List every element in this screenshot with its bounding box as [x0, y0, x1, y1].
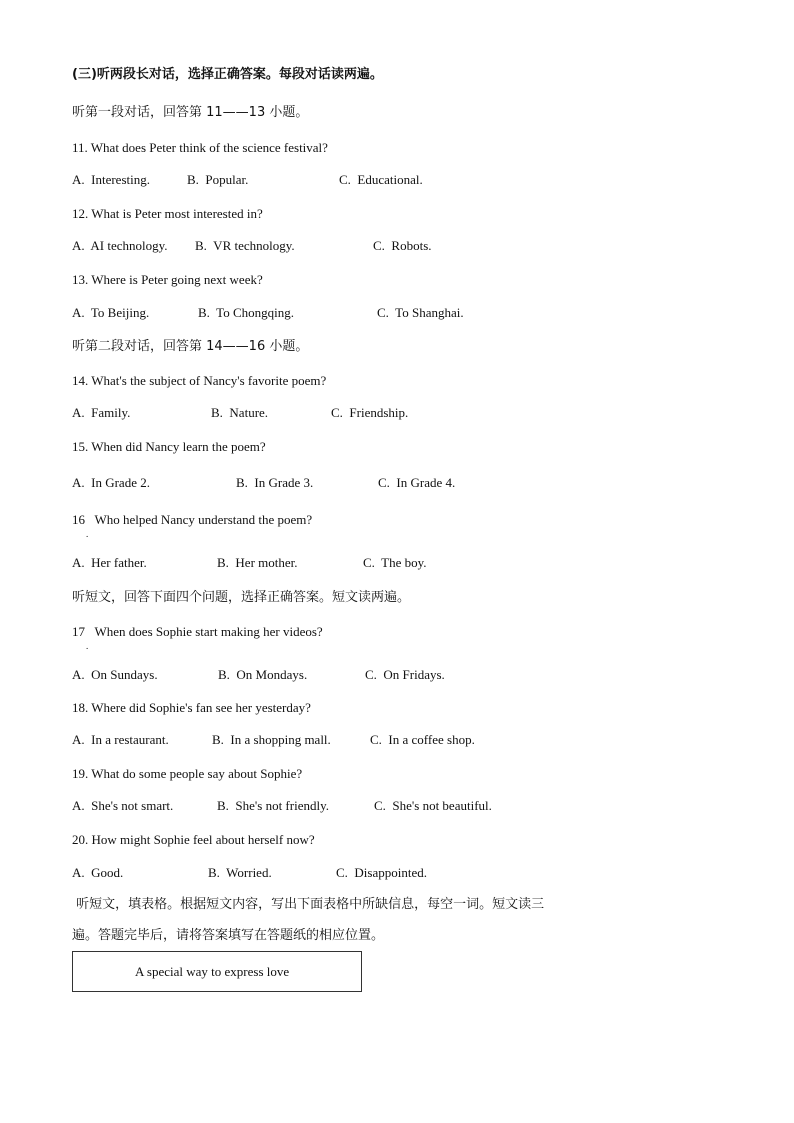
q12-option-c: C. Robots. — [373, 238, 432, 253]
question-12: 12. What is Peter most interested in? — [72, 206, 263, 221]
q15-option-b: B. In Grade 3. — [236, 475, 314, 490]
q20-option-a: A. Good. — [72, 865, 124, 880]
dialogue2-instruction: 听第二段对话，回答第 14——16 小题。 — [72, 339, 309, 354]
fill-instruction-line1: 听短文，填表格。根据短文内容，写出下面表格中所缺信息，每空一词。短文读三 — [72, 897, 545, 912]
question-15: 15. When did Nancy learn the poem? — [72, 439, 266, 454]
q12-option-a: A. AI technology. — [72, 238, 168, 253]
q14-option-a: A. Family. — [72, 405, 131, 420]
q14-option-c: C. Friendship. — [331, 405, 409, 420]
question-11: 11. What does Peter think of the science festival? — [72, 140, 328, 155]
q17-option-c: C. On Fridays. — [365, 667, 445, 682]
q16-option-b: B. Her mother. — [217, 555, 298, 570]
section-heading: (三)听两段长对话，选择正确答案。每段对话读两遍。 — [72, 67, 383, 82]
q19-option-a: A. She's not smart. — [72, 798, 174, 813]
q15-option-c: C. In Grade 4. — [378, 475, 456, 490]
q11-option-b: B. Popular. — [187, 172, 249, 187]
q14-option-b: B. Nature. — [211, 405, 269, 420]
q13-option-a: A. To Beijing. — [72, 305, 150, 320]
q16-option-c: C. The boy. — [363, 555, 427, 570]
q18-option-b: B. In a shopping mall. — [212, 732, 331, 747]
passage-instruction: 听短文，回答下面四个问题，选择正确答案。短文读两遍。 — [72, 590, 411, 605]
q12-option-b: B. VR technology. — [195, 238, 295, 253]
q11-option-c: C. Educational. — [339, 172, 423, 187]
question-16: 16 Who helped Nancy understand the poem? — [72, 512, 313, 527]
q13-option-c: C. To Shanghai. — [377, 305, 464, 320]
q20-option-b: B. Worried. — [208, 865, 272, 880]
q18-option-c: C. In a coffee shop. — [370, 732, 475, 747]
q16-option-a: A. Her father. — [72, 555, 147, 570]
question-18: 18. Where did Sophie's fan see her yesterday? — [72, 700, 311, 715]
q16-dot: . — [86, 529, 89, 539]
question-20: 20. How might Sophie feel about herself now? — [72, 832, 315, 847]
q20-option-c: C. Disappointed. — [336, 865, 427, 880]
table-header: A special way to express love — [135, 964, 290, 979]
q19-option-b: B. She's not friendly. — [217, 798, 329, 813]
q15-option-a: A. In Grade 2. — [72, 475, 150, 490]
q11-option-a: A. Interesting. — [72, 172, 150, 187]
q17-dot: . — [86, 641, 89, 651]
question-14: 14. What's the subject of Nancy's favorite poem? — [72, 373, 327, 388]
q19-option-c: C. She's not beautiful. — [374, 798, 492, 813]
q18-option-a: A. In a restaurant. — [72, 732, 169, 747]
fill-instruction-line2: 遍。答题完毕后，请将答案填写在答题纸的相应位置。 — [72, 928, 385, 943]
answer-table — [72, 951, 362, 992]
q13-option-b: B. To Chongqing. — [198, 305, 295, 320]
q17-option-b: B. On Mondays. — [218, 667, 308, 682]
question-13: 13. Where is Peter going next week? — [72, 272, 263, 287]
dialogue1-instruction: 听第一段对话，回答第 11——13 小题。 — [72, 105, 309, 120]
question-19: 19. What do some people say about Sophie? — [72, 766, 303, 781]
q17-option-a: A. On Sundays. — [72, 667, 158, 682]
question-17: 17 When does Sophie start making her videos? — [72, 624, 323, 639]
